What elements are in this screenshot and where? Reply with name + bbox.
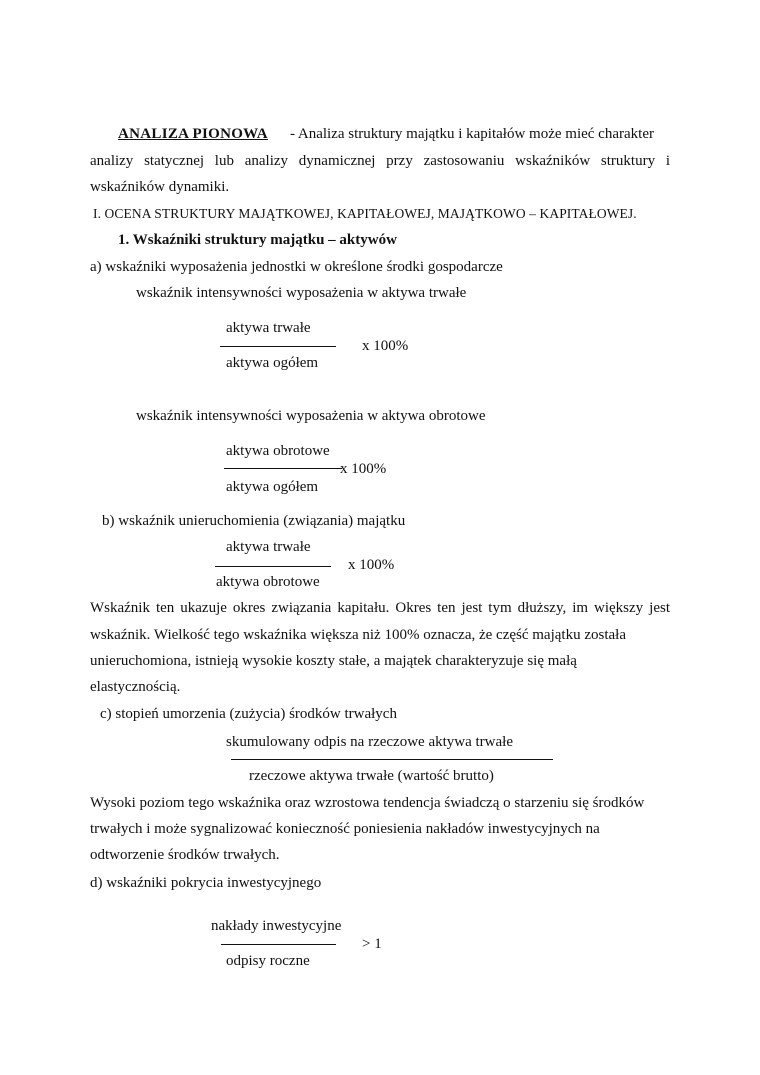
fraction-line <box>224 468 342 469</box>
indicator-1-name: wskaźnik intensywności wyposażenia w aktywa trwałe <box>136 285 467 301</box>
item-d-label: d) wskaźniki pokrycia inwestycyjnego <box>90 875 322 891</box>
item-b-explanation-3: unieruchomiona, istnieją wysokie koszty stałe, a majątek charakteryzuje się małą <box>90 653 577 669</box>
item-b-numerator: aktywa trwałe <box>226 539 311 555</box>
fraction-line <box>215 566 331 567</box>
item-d-comparison: > 1 <box>362 936 382 952</box>
item-c-numerator: skumulowany odpis na rzeczowe aktywa trwałe <box>226 734 513 750</box>
intro-line-2: analizy statycznej lub analizy dynamicznej przy zastosowaniu wskaźników struktury i <box>90 153 670 169</box>
fraction-line <box>221 944 336 945</box>
indicator-1-multiplier: x 100% <box>362 338 409 354</box>
item-b-explanation-2: wskaźnik. Wielkość tego wskaźnika większa niż 100% oznacza, że część majątku została <box>90 627 626 643</box>
item-c-denominator: rzeczowe aktywa trwałe (wartość brutto) <box>249 768 494 784</box>
intro-dash-text: - Analiza struktury majątku i kapitałów może mieć charakter <box>289 126 654 142</box>
item-d-denominator: odpisy roczne <box>226 953 310 969</box>
item-d-numerator: nakłady inwestycyjne <box>211 918 342 934</box>
document-title: ANALIZA PIONOWA <box>118 126 268 142</box>
indicator-2-multiplier: x 100% <box>340 461 387 477</box>
intro-line-3: wskaźników dynamiki. <box>90 179 230 195</box>
item-b-explanation-1: Wskaźnik ten ukazuje okres związania kapitału. Okres ten jest tym dłuższy, im większy jest <box>90 600 670 616</box>
indicator-1-denominator: aktywa ogółem <box>226 355 319 371</box>
fraction-line <box>231 759 553 760</box>
indicator-2-denominator: aktywa ogółem <box>226 479 319 495</box>
item-b-label: b) wskaźnik unieruchomienia (związania) majątku <box>102 513 406 529</box>
item-c-explanation-2: trwałych i może sygnalizować konieczność poniesienia nakładów inwestycyjnych na <box>90 821 600 837</box>
indicator-1-numerator: aktywa trwałe <box>226 320 311 336</box>
item-b-denominator: aktywa obrotowe <box>216 574 320 590</box>
fraction-line <box>220 346 336 347</box>
intro-line-1 <box>118 125 654 143</box>
indicator-2-name: wskaźnik intensywności wyposażenia w aktywa obrotowe <box>136 408 486 424</box>
subsection-heading: 1. Wskaźniki struktury majątku – aktywów <box>118 232 397 248</box>
item-b-multiplier: x 100% <box>348 557 395 573</box>
item-c-label: c) stopień umorzenia (zużycia) środków trwałych <box>100 706 397 722</box>
section-heading: I. OCENA STRUKTURY MAJĄTKOWEJ, KAPITAŁOWEJ, MAJĄTKOWO – KAPITAŁOWEJ. <box>93 206 637 221</box>
item-c-explanation-3: odtworzenie środków trwałych. <box>90 847 280 863</box>
item-b-explanation-4: elastycznością. <box>90 679 181 695</box>
indicator-2-numerator: aktywa obrotowe <box>226 443 330 459</box>
item-c-explanation-1: Wysoki poziom tego wskaźnika oraz wzrostowa tendencja świadczą o starzeniu się środków <box>90 795 645 811</box>
item-a-label: a) wskaźniki wyposażenia jednostki w określone środki gospodarcze <box>90 259 503 275</box>
